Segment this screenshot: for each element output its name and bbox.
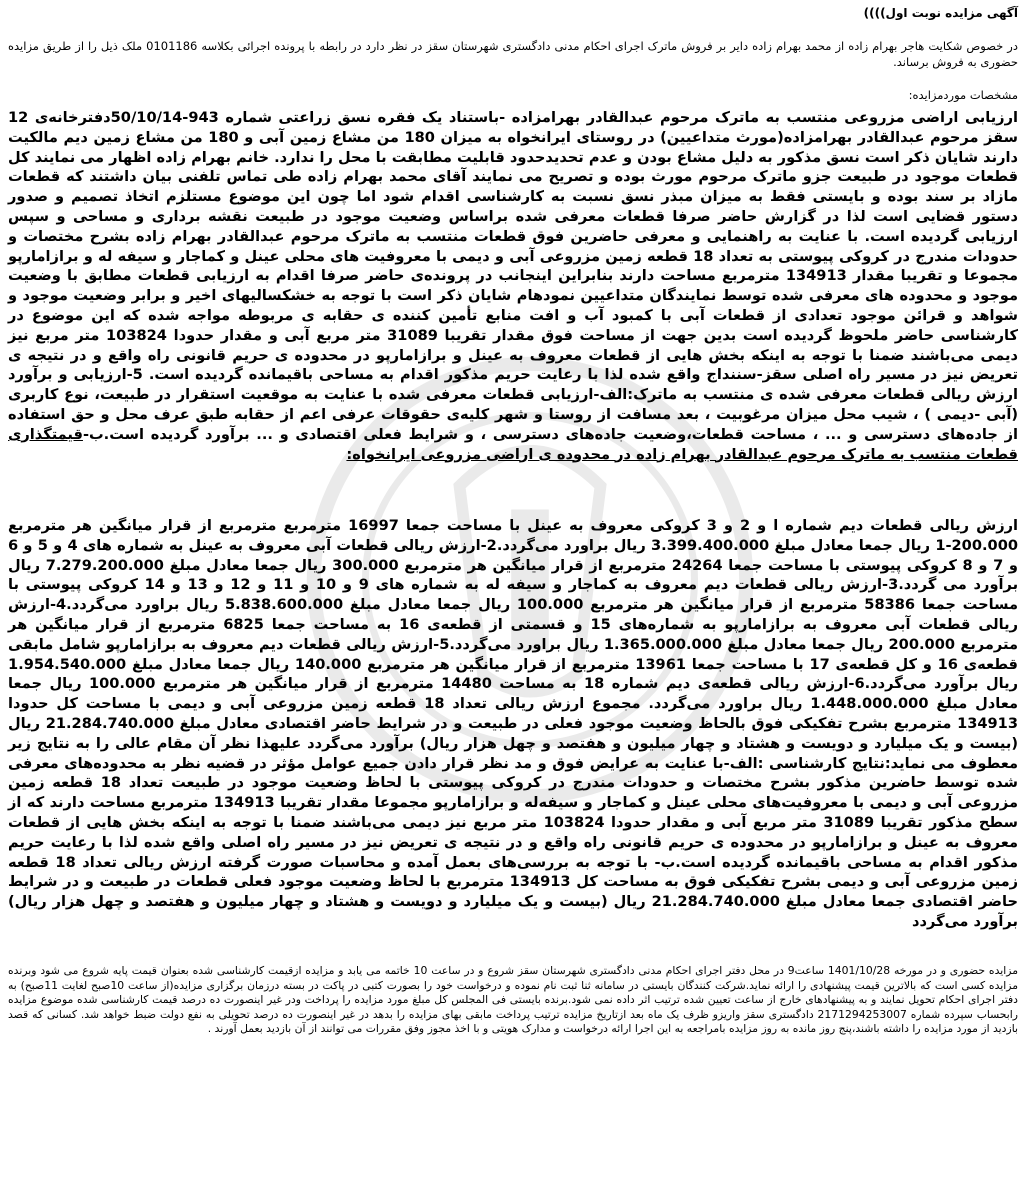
valuation-text: ارزیابی اراضی مزروعی منتسب به ماترک مرحوم عبدالقادر بهرامزاده -باستناد یک فقره نسق زراعتی شماره 943-50/10/14دفترخانه‌ی 12 سقز مرحوم عبدالقادر بهرامزاده(مورث متداعیین) در روستای ایرانخواه به میزان 180 من مشاع زمین آبی و 180 من مشاع زمین دیم مالکیت دارند شایان ذکر است نسق مذکور به دلیل مشاع بودن و عدم تحدیدحدود قابلیت مطابقت با محل را ندارد. خانم بهرام زاده اظهار می نمایند کل قطعات موجود در طبیعت جزو ماترک مرحوم مورث بوده و تصریح می نمایند آقای محمد بهرام زاده طی تماس تلفنی بیان داشتند که قطعات مازاد بر سند بوده و بایستی فقط به میزان مبذر نسق نسبت به کارشناسی اقدام شود اما چون این موضوع مستلزم اتخاذ تصمیم و صدور دستور قضایی است لذا در گزارش حاضر صرفا قطعات معرفی شده براساس وضعیت موجود در طبیعت نقشه برداری و مساحی و سپس ارزیابی گردیده است. با عنایت به راهنمایی و معرفی حاضرین فوق قطعات منتسب به ماترک مرحوم عبدالقادر بهرام زاده بشرح مختصات و حدودات مندرج در کروکی پیوستی به تعداد 18 قطعه زمین مزروعی آبی و دیمی با معروفیت های محلی عینل و کماجار و سیفه له و برازامارپو مجموعا و تقریبا مقدار 134913 مترمربع مساحت دارند بنابراین اینجانب در پرونده‌ی حاضر صرفا اقدام به ارزیابی قطعات مطابق با وضعیت موجود و محدوده های معرفی شده توسط نمایندگان متداعیین نمودهام شایان ذکر است با توجه به خشکسالیهای اخیر و برابر وضعیت موجود و شواهد و قرائن موجود تعدادی از قطعات آبی با کمبود آب و افت منابع تأمین کننده ی حقابه ی مربوطه مواجه شده که این موضوع در کارشناسی حاضر ملحوظ گردیده است بدین جهت از مساحت فوق مقدار تقریبا 31089 متر مربع آبی و مقدار حدودا 103824 متر مربع نیز دیمی می‌باشند ضمنا با توجه به اینکه بخش هایی از قطعات معروف به عینل و برازامارپو در محدوده ی حریم قانونی راه واقع و در نتیجه ی تعریض نیز در مسیر راه اصلی سقز-سننداج واقع شده لذا با رعایت حریم مذکور اقدام به مساحی باقیمانده گردیده است. 5-ارزیابی و برآورد ارزش ریالی قطعات معرفی شده ی منتسب به ماترک:الف-ارزیابی قطعات معرفی شده با عنایت به موقعیت استقرار در طبیعت، نوع کاربری (آبی -دیمی ) ، شیب محل میزان مرغوبیت ، بعد مسافت از روستا و شهر کلیه‌ی حقوقات عرفی اعم از حقابه طبق عرف محل و حق استفاده از جاده‌های دسترسی و ... ، مساحت قطعات،وضعیت جاده‌های دسترسی ، و شرایط فعلی اقتصادی و ... برآورد گردیده است.ب- xyxy=(8,109,1019,443)
pricing-heading: قیمتگذاری قطعات منتسب به ماترک مرحوم عبدالقادر بهرام زاده در محدوده ی اراضی مزروعی ایرانخواه: xyxy=(8,425,1018,463)
pricing-paragraph: ارزش ریالی قطعات دیم شماره ا و 2 و 3 کروکی معروف به عینل با مساحت جمعا 16997 مترمربع مترمربع از قرار میانگین هر مترمربع 200.000-1 ریال جمعا معادل مبلغ 3.399.400.000 ریال براورد می‌گردد.2-ارزش ریالی قطعات آبی معروف به عینل به شماره های 4 و 5 و 6 و 7 و 8 کروکی پیوستی با مساحت جمعا 24264 مترمربع از قرار میانگین هر مترمربع 300.000 ریال جمعا معادل مبلغ 7.279.200.000 ریال برآورد می گردد.3-ارزش ریالی قطعات دیم معروف به کماجار و سیفه له به شماره های 9 و 10 و 11 و 12 و 13 و 14 کروکی پیوستی با مساحت جمعا 58386 مترمربع از قرار میانگین هر مترمربع 100.000 ریال جمعا معادل مبلغ 5.838.600.000 ریال براورد می‌گردد.4-ارزش ریالی قطعات آبی معروف به برازامارپو به شماره‌های 15 و قسمتی از قطعه‌ی 16 به مساحت جمعا 6825 مترمربع از قرار میانگین هر مترمربع 200.000 ریال جمعا معادل مبلغ 1.365.000.000 ریال براورد می‌گردد.5-ارزش ریالی قطعات دیم معروف به برازامارپو شامل مابقی قطعه‌ی 16 و کل قطعه‌ی 17 با مساحت جمعا 13961 مترمربع از قرار میانگین هر مترمربع 140.000 ریال جمعا معادل مبلغ 1.954.540.000 ریال برآورد می‌گردد.6-ارزش ریالی قطعه‌ی دیم شماره 18 به مساحت 14480 مترمربع از قرار میانگین هر مترمربع 100.000 ریال جمعا معادل مبلغ 1.448.000.000 ریال براورد می‌گردد. مجموع ارزش ریالی تعداد 18 قطعه زمین مزروعی آبی و دیمی با مساحت کل حدودا 134913 مترمربع بشرح تفکیکی فوق بالحاظ وضعیت موجود فعلی در طبیعت و در شرایط حاضر اقتصادی معادل مبلغ 21.284.740.000 ریال (بیست و یک میلیارد و دویست و هشتاد و چهار میلیون و هفتصد و چهل هزار ریال) برآورد می‌گردد علیهذا نظر آن مقام عالی را به نتایج زیر معطوف می نماید:نتایج کارشناسی :الف-با عنایت به عرایض فوق و مد نظر قرار دادن جمیع عوامل مؤثر در قضیه نظر به محدوده‌های معرفی شده توسط حاضرین مذکور بشرح مختصات و حدودات مندرج در کروکی پیوستی با لحاظ وضعیت موجود در طبیعت تعداد 18 قطعه زمین مزروعی آبی و دیمی با معروفیت‌های محلی عینل و کماجار و سیفه‌له و برازامارپو مجموعا مقدار تقریبا 134913 مترمربع مساحت دارند که از سطح مذکور تقریبا 31089 متر مربع آبی و مقدار حدودا 103824 متر مربع نیز دیمی می‌باشند ضمنا با توجه به اینکه بخش هایی از قطعات معروف به عینل و برازامارپو در محدوده ی حریم قانونی راه واقع و در نتیجه ی تعریض نیز در مسیر راه اصلی واقع شده لذا با رعایت حریم مذکور اقدام به مساحی باقیمانده گردیده است.ب- با توجه به بررسی‌های بعمل آمده و محاسبات صورت گرفته ارزش ریالی تعداد 18 قطعه زمین مزروعی آبی و دیمی بشرح تفکیکی فوق به مساحت کل 134913 مترمربع با لحاظ وضعیت موجود فعلی قطعات در طبیعت و در شرایط حاضر اقتصادی جمعا معادل مبلغ 21.284.740.000 ریال (بیست و یک میلیارد و دویست و هشتاد و چهار میلیون و هفتصد و چهل هزار ریال) برآورد می‌گردد xyxy=(8,517,1019,930)
auction-terms: مزایده حضوری و در مورخه 1401/10/28 ساعت9 در محل دفتر اجرای احکام مدنی دادگستری شهرستان سقز شروع و در ساعت 10 خاتمه می یابد و مزایده ازقیمت کارشناسی شده بعنوان قیمت پایه شروع می شود وبرنده مزایده کسی است که بالاترین قیمت پیشنهادی را ارائه نماید.شرکت کنندگان بایستی در سامانه ثنا ثبت نام نموده و درخواست خود را بصورت کتبی در پاکت در بسته درزمان برگزاری مزایده(از ساعت 10صبح لغایت 11صبح) به دفتر اجرای احکام تحویل نمایند و به پیشنهادهای خارج از ساعت تعیین شده ترتیب اثر داده نمی شود.برنده بایستی فی المجلس کل مبلغ مورد مزایده را پرداخت ودر غیر اینصورت ده درصد قیمت کارشناسی شده موضوع مزایده رابحساب سپرده شماره 2171294253007 دادگستری سقز واریزو ظرف یک ماه بعد ازتاریخ مزایده ترتیب پرداخت مابقی بهای مزایده را بدهد در غیر اینصورت ده درصد تحویلی به نفع دولت ضبط خواهد شد. کسانی که قصد بازدید از مورد مزایده را داشته باشند،پنج روز مانده به روز مزایده بامراجعه به این اجرا ارائه درخواست و مدارک هویتی و با اخذ مجوز وفق مقررات می توانند از آن بازدید بعمل آورند . xyxy=(8,964,1019,1035)
notice-intro: در خصوص شکایت هاجر بهرام زاده از محمد بهرام زاده دایر بر فروش ماترک اجرای احکام مدنی دادگستری شهرستان سقز در نظر دارد در رابطه با پرونده اجرائی بکلاسه 0101186 ملک ذیل را از طریق مزایده حضوری به فروش برساند. xyxy=(8,39,1018,69)
notice-title: آگهی مزایده نوبت اول)))) xyxy=(863,6,1018,20)
spec-label: مشخصات موردمزایده: xyxy=(908,88,1018,102)
valuation-paragraph xyxy=(8,108,1018,464)
